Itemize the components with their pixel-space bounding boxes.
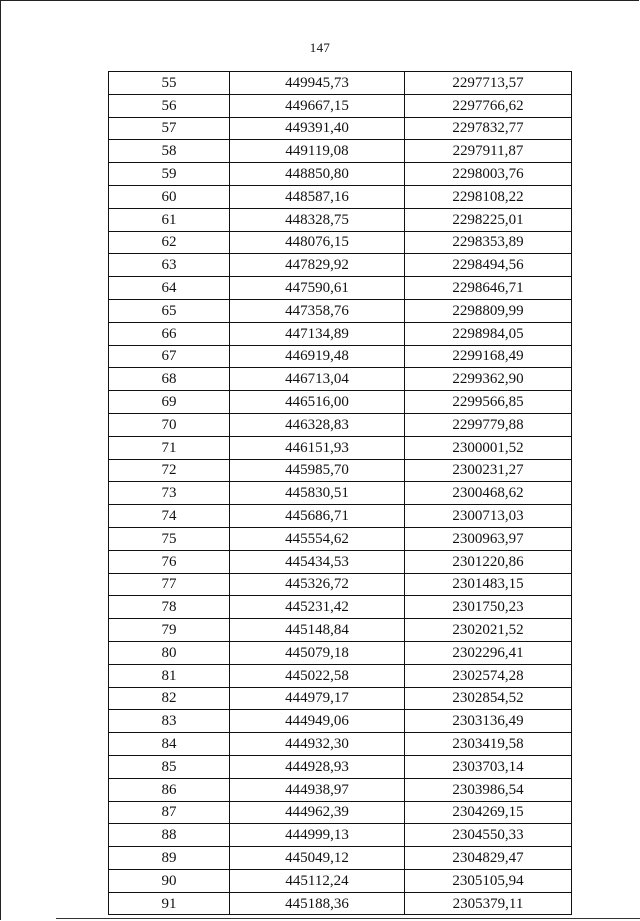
point-number-cell: 64	[109, 277, 230, 300]
y-coordinate-cell: 2302296,41	[405, 641, 572, 664]
page-number: 147	[309, 40, 331, 55]
x-coordinate-cell: 447590,61	[230, 277, 405, 300]
point-number-cell: 57	[109, 117, 230, 140]
table-row	[109, 619, 572, 642]
bottom-rule	[56, 918, 640, 919]
y-coordinate-cell: 2300001,52	[405, 436, 572, 459]
table-row	[109, 755, 572, 778]
x-coordinate-cell: 447358,76	[230, 299, 405, 322]
x-coordinate-cell: 446328,83	[230, 413, 405, 436]
point-number-cell: 82	[109, 687, 230, 710]
point-number-cell: 68	[109, 368, 230, 391]
table-row	[109, 94, 572, 117]
x-coordinate-cell: 446713,04	[230, 368, 405, 391]
y-coordinate-cell: 2300713,03	[405, 505, 572, 528]
y-coordinate-cell: 2300231,27	[405, 459, 572, 482]
table-row	[109, 710, 572, 733]
table-row	[109, 482, 572, 505]
y-coordinate-cell: 2302021,52	[405, 619, 572, 642]
x-coordinate-cell: 445112,24	[230, 869, 405, 892]
x-coordinate-cell: 445434,53	[230, 550, 405, 573]
y-coordinate-cell: 2298494,56	[405, 254, 572, 277]
x-coordinate-cell: 444928,93	[230, 755, 405, 778]
table-row	[109, 824, 572, 847]
y-coordinate-cell: 2297832,77	[405, 117, 572, 140]
y-coordinate-cell: 2305379,11	[405, 892, 572, 915]
y-coordinate-cell: 2305105,94	[405, 869, 572, 892]
table-row	[109, 72, 572, 95]
y-coordinate-cell: 2304829,47	[405, 847, 572, 870]
table-row	[109, 185, 572, 208]
table-row	[109, 892, 572, 915]
y-coordinate-cell: 2297911,87	[405, 140, 572, 163]
y-coordinate-cell: 2301220,86	[405, 550, 572, 573]
point-number-cell: 83	[109, 710, 230, 733]
y-coordinate-cell: 2299779,88	[405, 413, 572, 436]
table-row	[109, 413, 572, 436]
point-number-cell: 58	[109, 140, 230, 163]
y-coordinate-cell: 2303419,58	[405, 733, 572, 756]
x-coordinate-cell: 446151,93	[230, 436, 405, 459]
table-row	[109, 801, 572, 824]
point-number-cell: 67	[109, 345, 230, 368]
y-coordinate-cell: 2299566,85	[405, 391, 572, 414]
y-coordinate-cell: 2304550,33	[405, 824, 572, 847]
table-row	[109, 117, 572, 140]
point-number-cell: 78	[109, 596, 230, 619]
x-coordinate-cell: 444932,30	[230, 733, 405, 756]
y-coordinate-cell: 2298984,05	[405, 322, 572, 345]
point-number-cell: 73	[109, 482, 230, 505]
table-row	[109, 322, 572, 345]
point-number-cell: 91	[109, 892, 230, 915]
table-row	[109, 277, 572, 300]
table-row	[109, 391, 572, 414]
x-coordinate-cell: 444938,97	[230, 778, 405, 801]
point-number-cell: 88	[109, 824, 230, 847]
point-number-cell: 90	[109, 869, 230, 892]
x-coordinate-cell: 444999,13	[230, 824, 405, 847]
point-number-cell: 74	[109, 505, 230, 528]
point-number-cell: 86	[109, 778, 230, 801]
point-number-cell: 76	[109, 550, 230, 573]
y-coordinate-cell: 2298809,99	[405, 299, 572, 322]
coordinates-table	[108, 71, 572, 915]
x-coordinate-cell: 445231,42	[230, 596, 405, 619]
point-number-cell: 61	[109, 208, 230, 231]
x-coordinate-cell: 447829,92	[230, 254, 405, 277]
x-coordinate-cell: 446516,00	[230, 391, 405, 414]
x-coordinate-cell: 444949,06	[230, 710, 405, 733]
table-row	[109, 459, 572, 482]
y-coordinate-cell: 2304269,15	[405, 801, 572, 824]
y-coordinate-cell: 2298353,89	[405, 231, 572, 254]
table-row	[109, 231, 572, 254]
x-coordinate-cell: 445188,36	[230, 892, 405, 915]
table-row	[109, 733, 572, 756]
table-row	[109, 596, 572, 619]
y-coordinate-cell: 2301483,15	[405, 573, 572, 596]
y-coordinate-cell: 2303136,49	[405, 710, 572, 733]
point-number-cell: 80	[109, 641, 230, 664]
x-coordinate-cell: 449119,08	[230, 140, 405, 163]
table-row	[109, 505, 572, 528]
x-coordinate-cell: 445554,62	[230, 527, 405, 550]
table-row	[109, 573, 572, 596]
point-number-cell: 70	[109, 413, 230, 436]
table-row	[109, 254, 572, 277]
table-row	[109, 550, 572, 573]
y-coordinate-cell: 2303986,54	[405, 778, 572, 801]
x-coordinate-cell: 445148,84	[230, 619, 405, 642]
point-number-cell: 72	[109, 459, 230, 482]
point-number-cell: 63	[109, 254, 230, 277]
y-coordinate-cell: 2297713,57	[405, 72, 572, 95]
y-coordinate-cell: 2302854,52	[405, 687, 572, 710]
y-coordinate-cell: 2299362,90	[405, 368, 572, 391]
x-coordinate-cell: 445079,18	[230, 641, 405, 664]
table-row	[109, 687, 572, 710]
point-number-cell: 66	[109, 322, 230, 345]
point-number-cell: 77	[109, 573, 230, 596]
table-row	[109, 140, 572, 163]
x-coordinate-cell: 445022,58	[230, 664, 405, 687]
table-row	[109, 163, 572, 186]
x-coordinate-cell: 447134,89	[230, 322, 405, 345]
table-row	[109, 345, 572, 368]
table-row	[109, 299, 572, 322]
x-coordinate-cell: 448850,80	[230, 163, 405, 186]
point-number-cell: 79	[109, 619, 230, 642]
coordinates-table-body	[109, 72, 572, 915]
y-coordinate-cell: 2298003,76	[405, 163, 572, 186]
table-row	[109, 527, 572, 550]
x-coordinate-cell: 448328,75	[230, 208, 405, 231]
x-coordinate-cell: 445686,71	[230, 505, 405, 528]
table-row	[109, 208, 572, 231]
y-coordinate-cell: 2300963,97	[405, 527, 572, 550]
y-coordinate-cell: 2302574,28	[405, 664, 572, 687]
x-coordinate-cell: 448587,16	[230, 185, 405, 208]
x-coordinate-cell: 445049,12	[230, 847, 405, 870]
x-coordinate-cell: 445326,72	[230, 573, 405, 596]
point-number-cell: 89	[109, 847, 230, 870]
point-number-cell: 60	[109, 185, 230, 208]
point-number-cell: 85	[109, 755, 230, 778]
point-number-cell: 75	[109, 527, 230, 550]
point-number-cell: 65	[109, 299, 230, 322]
y-coordinate-cell: 2300468,62	[405, 482, 572, 505]
y-coordinate-cell: 2301750,23	[405, 596, 572, 619]
point-number-cell: 56	[109, 94, 230, 117]
point-number-cell: 62	[109, 231, 230, 254]
point-number-cell: 84	[109, 733, 230, 756]
table-row	[109, 778, 572, 801]
x-coordinate-cell: 446919,48	[230, 345, 405, 368]
x-coordinate-cell: 444979,17	[230, 687, 405, 710]
x-coordinate-cell: 449391,40	[230, 117, 405, 140]
point-number-cell: 71	[109, 436, 230, 459]
y-coordinate-cell: 2299168,49	[405, 345, 572, 368]
table-row	[109, 847, 572, 870]
x-coordinate-cell: 449667,15	[230, 94, 405, 117]
x-coordinate-cell: 445985,70	[230, 459, 405, 482]
point-number-cell: 69	[109, 391, 230, 414]
point-number-cell: 81	[109, 664, 230, 687]
x-coordinate-cell: 444962,39	[230, 801, 405, 824]
table-row	[109, 368, 572, 391]
table-row	[109, 664, 572, 687]
table-row	[109, 436, 572, 459]
table-row	[109, 869, 572, 892]
y-coordinate-cell: 2298108,22	[405, 185, 572, 208]
x-coordinate-cell: 445830,51	[230, 482, 405, 505]
x-coordinate-cell: 449945,73	[230, 72, 405, 95]
point-number-cell: 87	[109, 801, 230, 824]
y-coordinate-cell: 2298225,01	[405, 208, 572, 231]
y-coordinate-cell: 2297766,62	[405, 94, 572, 117]
point-number-cell: 59	[109, 163, 230, 186]
x-coordinate-cell: 448076,15	[230, 231, 405, 254]
y-coordinate-cell: 2298646,71	[405, 277, 572, 300]
point-number-cell: 55	[109, 72, 230, 95]
y-coordinate-cell: 2303703,14	[405, 755, 572, 778]
table-row	[109, 641, 572, 664]
